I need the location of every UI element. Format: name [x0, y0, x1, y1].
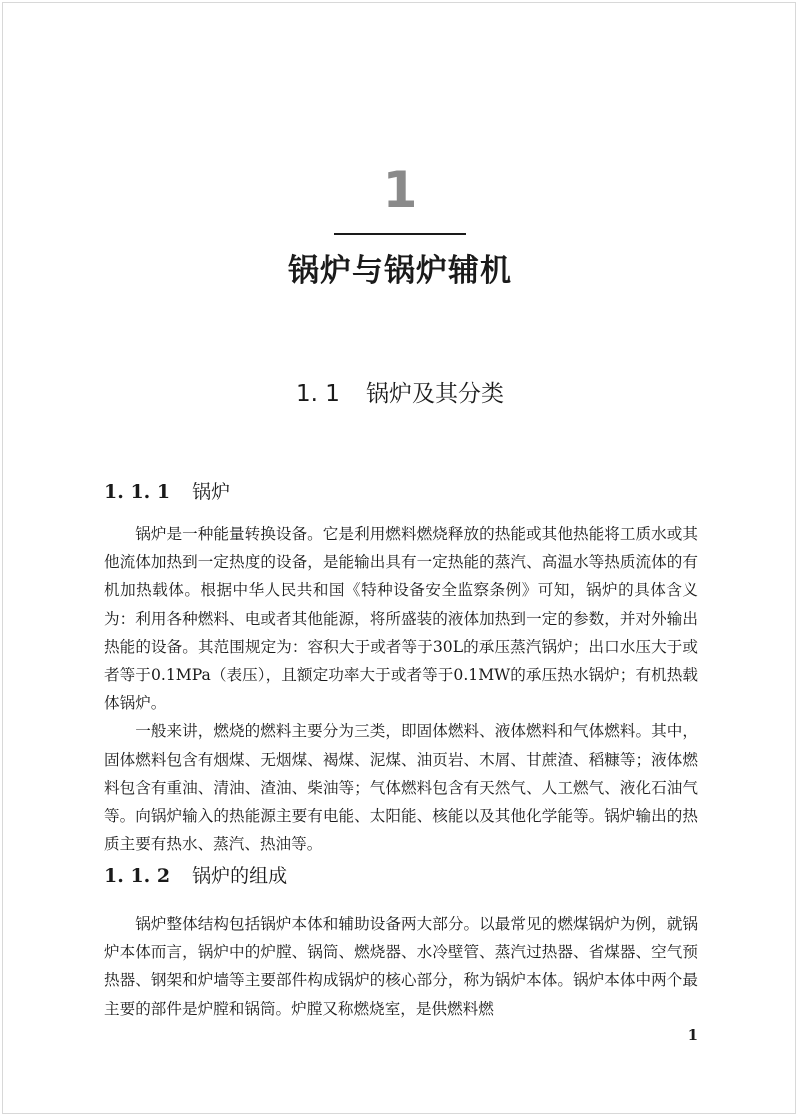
body-text-2	[104, 910, 698, 1023]
subsection-heading-1	[104, 478, 230, 506]
chapter-rule	[334, 233, 466, 235]
paragraph: 锅炉整体结构包括锅炉本体和辅助设备两大部分。以最常见的燃煤锅炉为例，就锅炉本体而言，锅炉中的炉膛、锅筒、燃烧器、水冷壁管、蒸汽过热器、省煤器、空气预热器、钢架和炉墙等主要部件构成锅炉的核心部分，称为锅炉本体。锅炉本体中两个最主要的部件是炉膛和锅筒。炉膛又称燃烧室，是供燃料燃	[104, 915, 698, 1018]
chapter-title: 锅炉与锅炉辅机	[288, 253, 512, 289]
page-number: 1	[687, 1026, 698, 1044]
subsection-number: 1. 1. 1	[104, 481, 171, 503]
paragraph: 一般来讲，燃烧的燃料主要分为三类，即固体燃料、液体燃料和气体燃料。其中，固体燃料包含有烟煤、无烟煤、褐煤、泥煤、油页岩、木屑、甘蔗渣、稻糠等；液体燃料包含有重油、清油、渣油、柴油等；气体燃料包含有天然气、人工燃气、液化石油气等。向锅炉输入的热能源主要有电能、太阳能、核能以及其他化学能等。锅炉输出的热质主要有热水、蒸汽、热油等。	[104, 722, 698, 854]
subsection-title: 锅炉	[192, 481, 231, 503]
section-heading	[0, 377, 800, 411]
chapter-number: 1	[382, 161, 418, 219]
body-text-1	[104, 520, 698, 858]
subsection-heading-2	[104, 862, 287, 890]
section-title: 锅炉及其分类	[365, 381, 504, 407]
paragraph: 锅炉是一种能量转换设备。它是利用燃料燃烧释放的热能或其他热能将工质水或其他流体加热到一定热度的设备，是能输出具有一定热能的蒸汽、高温水等热质流体的有机加热载体。根据中华人民共和国《特种设备安全监察条例》可知，锅炉的具体含义为：利用各种燃料、电或者其他能源，将所盛装的液体加热到一定的参数，并对外输出热能的设备。其范围规定为：容积大于或者等于30L的承压蒸汽锅炉；出口水压大于或者等于0.1MPa（表压），且额定功率大于或者等于0.1MW的承压热水锅炉；有机热载体锅炉。	[104, 525, 698, 713]
subsection-number: 1. 1. 2	[104, 865, 171, 887]
section-number: 1. 1	[296, 381, 340, 407]
subsection-title: 锅炉的组成	[192, 865, 288, 887]
